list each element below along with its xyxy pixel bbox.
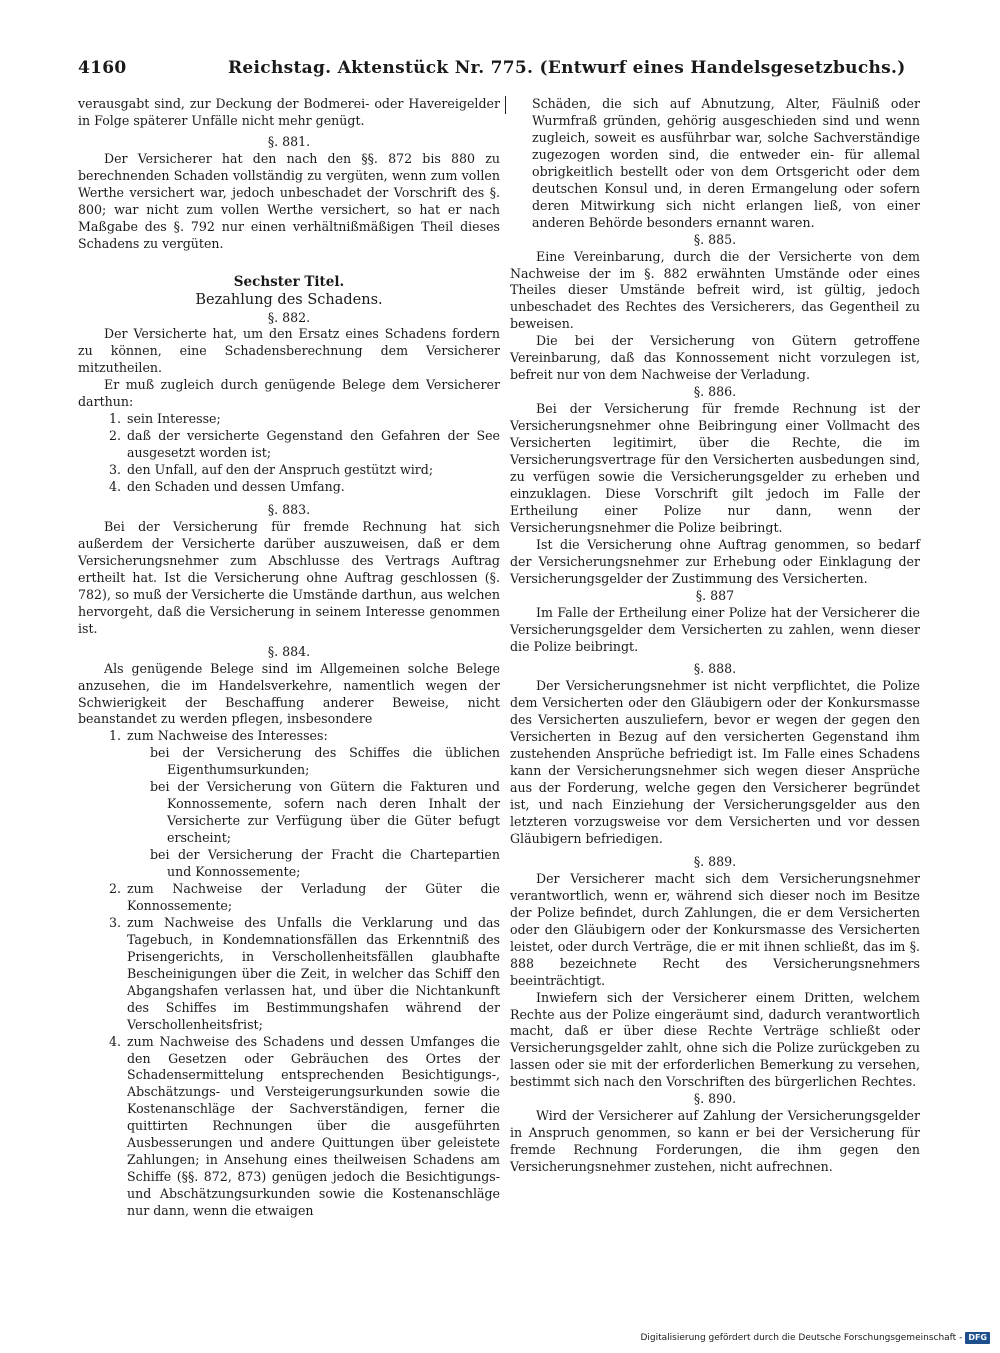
dfg-logo-icon: DFG bbox=[965, 1332, 990, 1344]
list-text: sein Interesse; bbox=[127, 411, 221, 427]
list-number: 4. bbox=[109, 1033, 122, 1049]
list-item bbox=[78, 728, 500, 745]
running-header bbox=[78, 58, 918, 84]
column-divider bbox=[505, 96, 506, 114]
list-number: 2. bbox=[109, 428, 122, 444]
list-item bbox=[78, 1034, 500, 1220]
sub-list-item: bei der Versicherung des Schiffes die üblichen Eigenthumsurkunden; bbox=[150, 745, 500, 778]
section-heading: §. 886. bbox=[693, 384, 737, 400]
paragraph: Wird der Versicherer auf Zahlung der Versicherungsgelder in Anspruch genommen, so kann er bei der Versicherung für fremde Rechnung Forderungen, die ihm gegen den Versicherungsnehmer zustehen, nicht aufrechnen. bbox=[510, 1108, 920, 1175]
list-number: 2. bbox=[109, 880, 122, 896]
paragraph: Im Falle der Ertheilung einer Polize hat der Versicherer die Versicherungsgelder dem Versicherten zu zahlen, wenn dieser die Polize beibringt. bbox=[510, 604, 920, 654]
paragraph: Bei der Versicherung für fremde Rechnung ist der Versicherungsnehmer ohne Beibringung einer Vollmacht des Versicherten legitimirt, über die Rechte, die im Versicherungsvertrage für den Versicherten ausbedungen sind, zu verfügen sowie die Versicherungsgelder zu erheben und einzuklagen. Diese Vorschrift gilt jedoch im Falle der Ertheilung einer Polize nur dann, wenn der Versicherungsnehmer die Polize beibringt. bbox=[510, 401, 920, 535]
list-text: daß der versicherte Gegenstand den Gefahren der See ausgesetzt worden ist; bbox=[127, 428, 500, 461]
page-number: 4160 bbox=[78, 58, 127, 78]
list-text: den Unfall, auf den der Anspruch gestützt wird; bbox=[127, 462, 434, 478]
paragraph: Schäden, die sich auf Abnutzung, Alter, Fäulniß oder Wurmfraß gründen, gehörig ausgeschieden sind und wenn zugleich, soweit es ausführbar war, solche Sachverständige zugezogen worden sind, die entweder ein- für allemal obrigkeitlich bestellt oder von dem Ortsgericht oder dem deutschen Konsul und, in deren Ermangelung oder sofern deren Mitwirkung sich nicht erlangen ließ, von einer anderen Behörde besonders ernannt waren. bbox=[532, 96, 920, 230]
section-heading: §. 890. bbox=[693, 1091, 737, 1107]
sub-list-item: bei der Versicherung von Gütern die Fakturen und Konnossemente, sofern nach deren Inhalt der Versicherte zur Verfügung über die Güter befugt erscheint; bbox=[150, 779, 500, 846]
section-heading: §. 881. bbox=[267, 133, 311, 149]
paragraph: Der Versicherer macht sich dem Versicherungsnehmer verantwortlich, wenn er, während sich dieser noch im Besitze der Polize befindet, durch Zahlungen, die er dem Versicherten oder den Gläubigern oder der Konkursmasse des Versicherten leistet, oder durch Verträge, die er mit ihnen schließt, das im §. 888 bezeichnete Recht des Versicherungsnehmers beeinträchtigt. bbox=[510, 870, 920, 988]
list-number: 1. bbox=[109, 411, 122, 427]
list-item bbox=[78, 428, 500, 462]
paragraph: Ist die Versicherung ohne Auftrag genommen, so bedarf der Versicherungsnehmer zur Erhebung oder Einklagung der Versicherungsgelder der Zustimmung des Versicherten. bbox=[510, 536, 920, 586]
list-number: 3. bbox=[109, 462, 122, 478]
paragraph: Der Versicherer hat den nach den §§. 872 bis 880 zu berechnenden Schaden vollständig zu vergüten, wenn zum vollen Werthe versichert war, jedoch unbeschadet der Vorschrift des §. 800; war nicht zum vollen Werthe versichert, so hat er nach Maßgabe des §. 792 nur einen verhältnißmäßigen Theil dieses Schadens zu vergüten. bbox=[78, 150, 500, 251]
paragraph: Inwiefern sich der Versicherer einem Dritten, welchem Rechte aus der Polize eingeräumt sind, dadurch verantwortlich macht, daß er über diese Rechte Verträge schließt oder Versicherungsgelder zahlt, ohne sich die Polize zurückgeben zu lassen oder sie mit der erforderlichen Bemerkung zu versehen, bestimmt sich nach den Vorschriften des bürgerlichen Rechtes. bbox=[510, 989, 920, 1090]
section-heading: §. 882. bbox=[267, 309, 311, 325]
section-heading: §. 884. bbox=[267, 643, 311, 659]
list-text: zum Nachweise der Verladung der Güter die Konnossemente; bbox=[127, 880, 500, 913]
sub-list-item: bei der Versicherung der Fracht die Chartepartien und Konnossemente; bbox=[150, 847, 500, 880]
list-item bbox=[78, 462, 500, 479]
paragraph: Er muß zugleich durch genügende Belege dem Versicherer darthun: bbox=[78, 377, 500, 410]
list-text: zum Nachweise des Unfalls die Verklarung und das Tagebuch, in Kondemnationsfällen das Erkenntniß des Prisengerichts, in Verschollenheitsfällen glaubhafte Bescheinigungen über die Zeit, in welcher das Schiff den Abgangshafen verlassen hat, und über die Nichtankunft des Schiffes im Bestimmungshafen während der Verschollenheitsfrist; bbox=[127, 914, 500, 1032]
right-column bbox=[510, 96, 920, 1176]
list-item bbox=[78, 881, 500, 915]
paragraph: Eine Vereinbarung, durch die der Versicherte von dem Nachweise der im §. 882 erwähnten Umstände oder eines Theiles dieser Umstände befreit wird, ist gültig, jedoch unbeschadet des Rechtes des Versicherers, das Gegentheil zu beweisen. bbox=[510, 248, 920, 332]
list-text: zum Nachweise des Schadens und dessen Umfanges die den Gesetzen oder Gebräuchen des Ortes der Schadensermittelung entsprechenden Besichtigungs-, Abschätzungs- und Versteigerungsurkunden sowie die Kostenanschläge der Sachverständigen, ferner die quittirten Rechnungen über die ausgeführten Ausbesserungen und andere Quittungen über geleistete Zahlungen; in Ansehung eines theilweisen Schadens am Schiffe (§§. 872, 873) genügen jedoch die Besichtigungs- und Abschätzungsurkunden sowie die Kostenanschläge nur dann, wenn die etwaigen bbox=[127, 1033, 500, 1219]
list-number: 4. bbox=[109, 479, 122, 495]
title-subheading: Bezahlung des Schadens. bbox=[195, 291, 383, 308]
footer-text: Digitalisierung gefördert durch die Deutsche Forschungsgemeinschaft - bbox=[640, 1333, 963, 1343]
paragraph: Der Versicherungsnehmer ist nicht verpflichtet, die Polize dem Versicherten oder den Gläubigern oder der Konkursmasse des Versicherten auszuliefern, bevor er wegen der gegen den Versicherten in Bezug auf den versicherten Gegenstand ihm zustehenden Ansprüche befriedigt ist. Im Falle eines Schadens kann der Versicherungsnehmer sich wegen dieser Ansprüche aus der Forderung, welche gegen den Versicherer begründet ist, und nach Einziehung der Versicherungsgelder aus den letzteren vorzugsweise vor dem Versicherten und vor dessen Gläubigern befriedigen. bbox=[510, 678, 920, 846]
list-item bbox=[78, 915, 500, 1034]
list-item bbox=[78, 411, 500, 428]
left-column bbox=[78, 96, 500, 1220]
list-text: zum Nachweise des Interesses: bbox=[127, 728, 328, 744]
paragraph: Der Versicherte hat, um den Ersatz eines Schadens fordern zu können, eine Schadensberechnung dem Versicherer mitzutheilen. bbox=[78, 326, 500, 376]
title-heading: Sechster Titel. bbox=[233, 273, 345, 290]
running-title: Reichstag. Aktenstück Nr. 775. (Entwurf eines Handelsgesetzbuchs.) bbox=[228, 58, 906, 78]
paragraph: Bei der Versicherung für fremde Rechnung hat sich außerdem der Versicherte darüber auszuweisen, daß er dem Versicherungsnehmer zum Abschlusse des Vertrags Auftrag ertheilt hat. Ist die Versicherung ohne Auftrag geschlossen (§. 782), so muß der Versicherte die Umstände darthun, aus welchen hervorgeht, daß die Versicherung in seinem Interesse genommen ist. bbox=[78, 518, 500, 636]
list-item bbox=[78, 479, 500, 496]
section-heading: §. 883. bbox=[267, 502, 311, 518]
section-heading: §. 887 bbox=[695, 587, 735, 603]
list-number: 1. bbox=[109, 728, 122, 744]
section-heading: §. 885. bbox=[693, 231, 737, 247]
digitization-footer bbox=[640, 1331, 990, 1345]
paragraph: Die bei der Versicherung von Gütern getroffene Vereinbarung, daß das Konnossement nicht vorzulegen ist, befreit nur von dem Nachweise der Verladung. bbox=[510, 333, 920, 383]
list-number: 3. bbox=[109, 914, 122, 930]
section-heading: §. 889. bbox=[693, 853, 737, 869]
paragraph: verausgabt sind, zur Deckung der Bodmerei- oder Havereigelder in Folge späterer Unfälle nicht mehr genügt. bbox=[78, 96, 500, 128]
section-heading: §. 888. bbox=[693, 661, 737, 677]
paragraph: Als genügende Belege sind im Allgemeinen solche Belege anzusehen, die im Handelsverkehre, namentlich wegen der Schwierigkeit der Beschaffung anderer Beweise, nicht beanstandet zu werden pflegen, insbesondere bbox=[78, 660, 500, 727]
list-text: den Schaden und dessen Umfang. bbox=[127, 479, 345, 495]
